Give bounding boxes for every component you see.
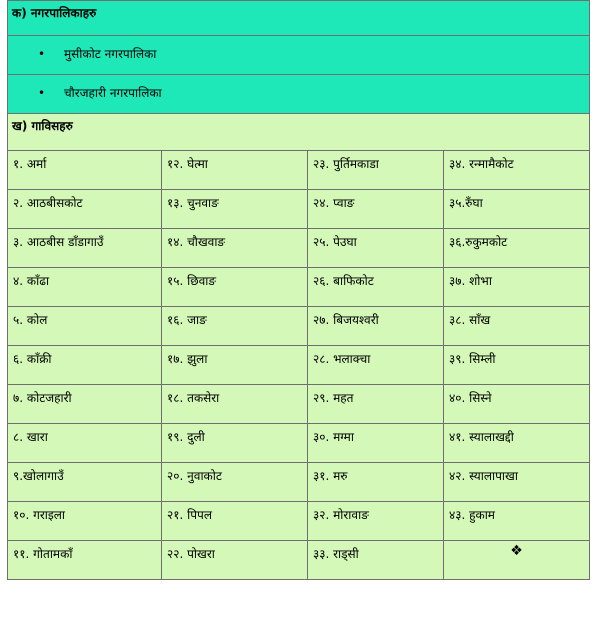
table-cell [444, 541, 590, 580]
table-cell [8, 385, 162, 424]
table-row [8, 151, 590, 190]
table-cell [444, 346, 590, 385]
table-row [8, 463, 590, 502]
vdc-name: १७. झुला [167, 352, 208, 366]
vdc-name: २५. पेउघा [313, 235, 357, 249]
vdc-name: ३२. मोरावाङ [313, 508, 369, 522]
vdc-heading: ख) गाविसहरु [12, 119, 73, 133]
vdc-name: ३७. शोभा [449, 274, 492, 288]
municipality-name: मुसीकोट नगरपालिका [64, 47, 157, 61]
table-cell [444, 268, 590, 307]
vdc-name: २१. पिपल [167, 508, 212, 522]
vdc-name: ३९. सिम्ली [449, 352, 496, 366]
table-cell [162, 385, 308, 424]
vdc-name: ३८. साँख [449, 313, 491, 327]
table-cell [8, 151, 162, 190]
table-cell [8, 502, 162, 541]
table-cell [308, 151, 444, 190]
table-cell [308, 502, 444, 541]
table-cell [162, 229, 308, 268]
table-cell [162, 541, 308, 580]
table-cell [308, 346, 444, 385]
table-cell [162, 502, 308, 541]
list-item [8, 75, 589, 101]
table-cell [308, 268, 444, 307]
table-cell [8, 541, 162, 580]
table-cell [444, 424, 590, 463]
table-row [8, 268, 590, 307]
vdc-name: २२. पोखरा [167, 547, 215, 561]
vdc-name: ३०. मग्मा [313, 430, 354, 444]
table-row [8, 541, 590, 580]
vdc-name: २०. नुवाकोट [167, 469, 222, 483]
table-cell [308, 463, 444, 502]
vdc-name: ७. कोटजहारी [13, 391, 72, 405]
municipality-heading: क) नगरपालिकाहरु [12, 6, 97, 20]
vdc-name: १४. चौखवाङ [167, 235, 226, 249]
vdc-name: ४१. स्यालाखद्दी [449, 430, 514, 444]
table-cell [8, 229, 162, 268]
table-cell [308, 385, 444, 424]
table-cell [444, 190, 590, 229]
table-cell [162, 346, 308, 385]
vdc-header-row [8, 114, 590, 151]
municipality-row [8, 36, 590, 75]
vdc-name: १५. छिवाङ [167, 274, 217, 288]
vdc-name: ४३. हुकाम [449, 508, 495, 522]
vdc-name: १९. दुली [167, 430, 205, 444]
table-cell [8, 190, 162, 229]
vdc-name: १२. घेत्मा [167, 157, 208, 171]
table-cell [444, 463, 590, 502]
vdc-name: ५. कोल [13, 313, 48, 327]
table-cell [308, 229, 444, 268]
vdc-name: ३१. मरु [313, 469, 348, 483]
bullet-icon: • [38, 46, 46, 61]
vdc-name: २४. प्वाङ [313, 196, 355, 210]
table-cell [8, 424, 162, 463]
vdc-name: २७. बिजयश्वरी [313, 313, 379, 327]
vdc-name: १०. गराइला [13, 508, 66, 522]
table-row [8, 346, 590, 385]
vdc-name: २९. महत [313, 391, 354, 405]
vdc-body [8, 151, 590, 580]
vdc-list-table [7, 0, 590, 580]
table-cell [308, 424, 444, 463]
vdc-name: ४०. सिस्ने [449, 391, 492, 405]
vdc-name: ३६.रुकुमकोट [449, 235, 508, 249]
table-cell [162, 151, 308, 190]
municipality-row [8, 75, 590, 114]
municipality-name: चौरजहारी नगरपालिका [64, 86, 162, 100]
table-row [8, 307, 590, 346]
table-row [8, 385, 590, 424]
vdc-name: ८. खारा [13, 430, 48, 444]
table-cell [8, 463, 162, 502]
table-cell [444, 307, 590, 346]
table-cell [8, 268, 162, 307]
table-cell [162, 463, 308, 502]
vdc-name: ३३. राड्सी [313, 547, 359, 561]
vdc-name: २. आठबीसकोट [13, 196, 83, 210]
vdc-name: ३. आठबीस डाँडागाउँ [13, 235, 104, 249]
table-row [8, 502, 590, 541]
table-cell [444, 385, 590, 424]
vdc-name: १३. चुनवाङ [167, 196, 219, 210]
vdc-name: २३. पुर्तिमकाडा [313, 157, 379, 171]
table-cell [162, 268, 308, 307]
table-cell [308, 541, 444, 580]
vdc-name: ९.खोलागाउँ [13, 469, 64, 483]
table-cell [308, 307, 444, 346]
vdc-name: ११. गोतामकाँ [13, 547, 73, 561]
vdc-name: १८. तकसेरा [167, 391, 220, 405]
table-cell [444, 502, 590, 541]
vdc-name: २६. बाफिकोट [313, 274, 374, 288]
municipality-header-row [8, 1, 590, 36]
vdc-name: ३५.रुँघा [449, 196, 483, 210]
vdc-name: १. अर्मा [13, 157, 47, 171]
table-cell [162, 424, 308, 463]
vdc-name: ४. काँढा [13, 274, 50, 288]
table-cell [8, 346, 162, 385]
table-cell [308, 190, 444, 229]
vdc-name: ६. काँक्री [13, 352, 52, 366]
diamond-ornament-icon: ❖ [510, 543, 523, 559]
table-cell [162, 190, 308, 229]
table-cell [444, 151, 590, 190]
table-cell [444, 229, 590, 268]
vdc-name: १६. जाङ [167, 313, 207, 327]
list-item [8, 36, 589, 62]
vdc-name: २८. भलाक्चा [313, 352, 371, 366]
vdc-name: ३४. रन्मामैकोट [449, 157, 514, 171]
bullet-icon: • [38, 85, 46, 100]
table-row [8, 190, 590, 229]
table-cell [162, 307, 308, 346]
table-row [8, 229, 590, 268]
table-cell [8, 307, 162, 346]
vdc-name: ४२. स्यालापाखा [449, 469, 518, 483]
table-row [8, 424, 590, 463]
